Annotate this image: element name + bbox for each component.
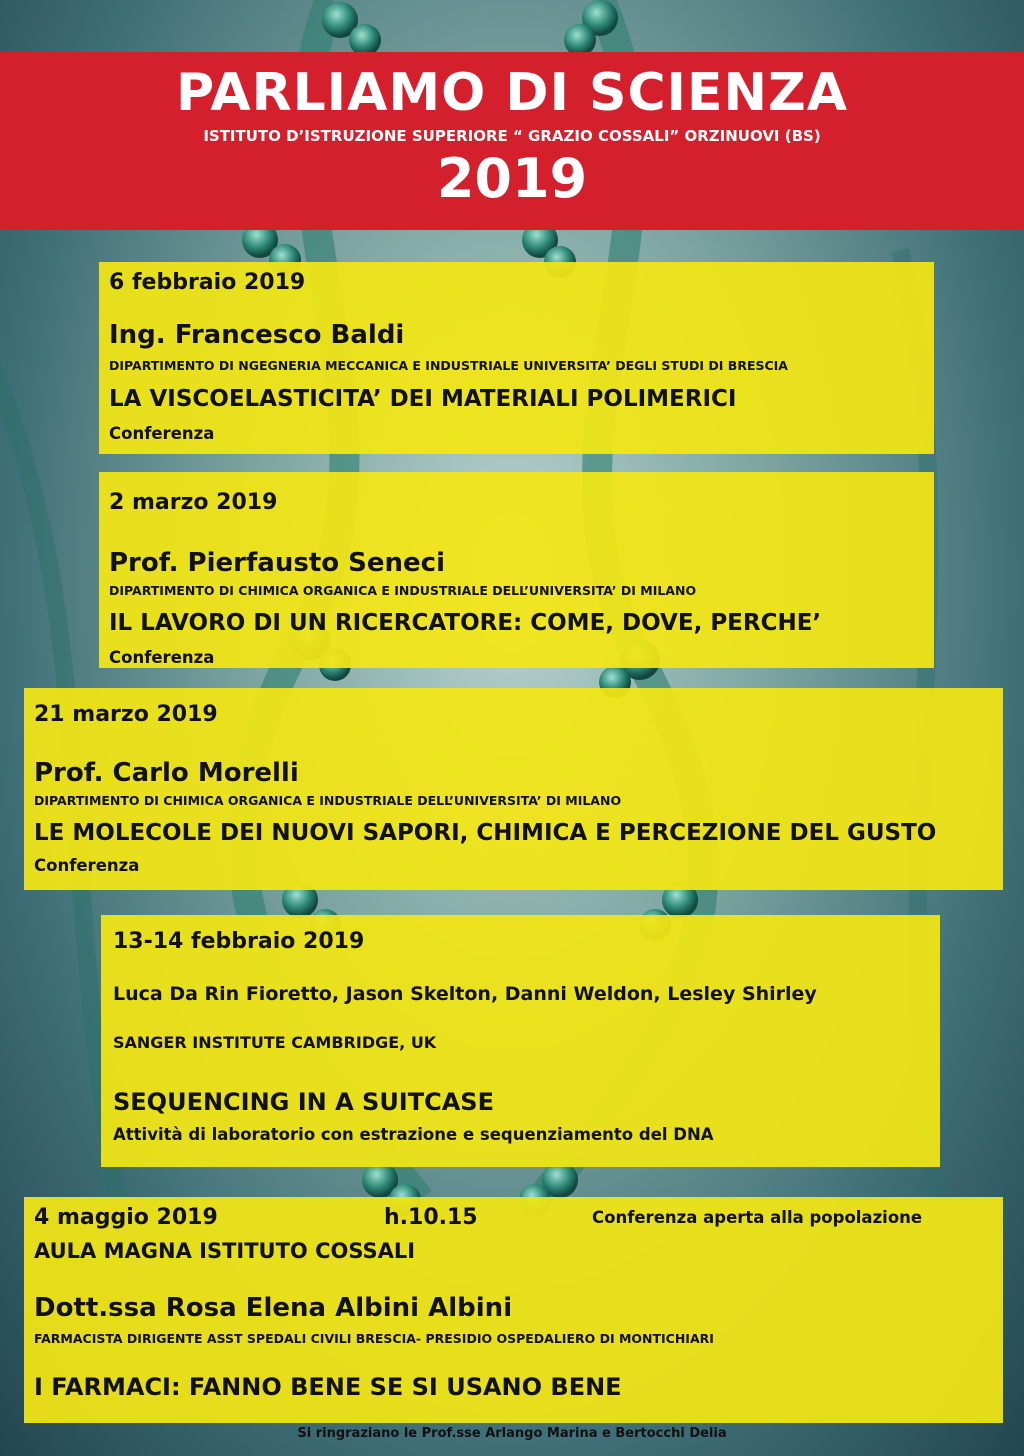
- event-speaker: Ing. Francesco Baldi: [109, 320, 405, 350]
- event-title: I FARMACI: FANNO BENE SE SI USANO BENE: [34, 1373, 622, 1401]
- event-card: [24, 688, 1003, 890]
- event-card: [99, 262, 934, 454]
- event-title: LE MOLECOLE DEI NUOVI SAPORI, CHIMICA E PERCEZIONE DEL GUSTO: [34, 820, 937, 846]
- event-type: Conferenza: [109, 648, 215, 667]
- event-date: 21 marzo 2019: [34, 702, 218, 727]
- event-title: IL LAVORO DI UN RICERCATORE: COME, DOVE, PERCHE’: [109, 610, 822, 636]
- event-date: 13-14 febbraio 2019: [113, 929, 365, 954]
- event-speaker: Prof. Carlo Morelli: [34, 758, 299, 788]
- event-speaker: Dott.ssa Rosa Elena Albini Albini: [34, 1293, 513, 1323]
- event-speakers: Luca Da Rin Fioretto, Jason Skelton, Danni Weldon, Lesley Shirley: [113, 983, 817, 1005]
- event-type: Conferenza: [34, 856, 140, 875]
- event-title: LA VISCOELASTICITA’ DEI MATERIALI POLIMERICI: [109, 386, 737, 412]
- poster-year: 2019: [436, 147, 588, 210]
- event-type: Conferenza: [109, 424, 215, 443]
- event-date: 2 marzo 2019: [109, 490, 278, 515]
- event-card: [101, 915, 940, 1167]
- title-banner: [0, 52, 1024, 230]
- event-department: DIPARTIMENTO DI CHIMICA ORGANICA E INDUSTRIALE DELL’UNIVERSITA’ DI MILANO: [109, 583, 697, 598]
- acknowledgements: Si ringraziano le Prof.sse Arlango Marina e Bertocchi Delia: [297, 1426, 727, 1441]
- event-card: [24, 1197, 1003, 1423]
- event-department: DIPARTIMENTO DI NGEGNERIA MECCANICA E INDUSTRIALE UNIVERSITA’ DEGLI STUDI DI BRESCIA: [109, 358, 788, 373]
- event-note: Conferenza aperta alla popolazione: [592, 1208, 923, 1227]
- event-card: [99, 472, 934, 668]
- poster-title: PARLIAMO DI SCIENZA: [176, 63, 848, 123]
- event-department: DIPARTIMENTO DI CHIMICA ORGANICA E INDUSTRIALE DELL’UNIVERSITA’ DI MILANO: [34, 793, 622, 808]
- event-title: SEQUENCING IN A SUITCASE: [113, 1088, 494, 1116]
- event-location: AULA MAGNA ISTITUTO COSSALI: [34, 1239, 416, 1263]
- event-institution: SANGER INSTITUTE CAMBRIDGE, UK: [113, 1033, 437, 1052]
- event-time: h.10.15: [384, 1205, 478, 1230]
- event-type: Attività di laboratorio con estrazione e sequenziamento del DNA: [113, 1125, 714, 1144]
- school-name: ISTITUTO D’ISTRUZIONE SUPERIORE “ GRAZIO COSSALI” ORZINUOVI (BS): [203, 127, 821, 145]
- event-department: FARMACISTA DIRIGENTE ASST SPEDALI CIVILI BRESCIA- PRESIDIO OSPEDALIERO DI MONTICHIARI: [34, 1331, 714, 1346]
- event-date: 6 febbraio 2019: [109, 270, 306, 295]
- event-speaker: Prof. Pierfausto Seneci: [109, 548, 445, 578]
- event-date: 4 maggio 2019: [34, 1205, 218, 1230]
